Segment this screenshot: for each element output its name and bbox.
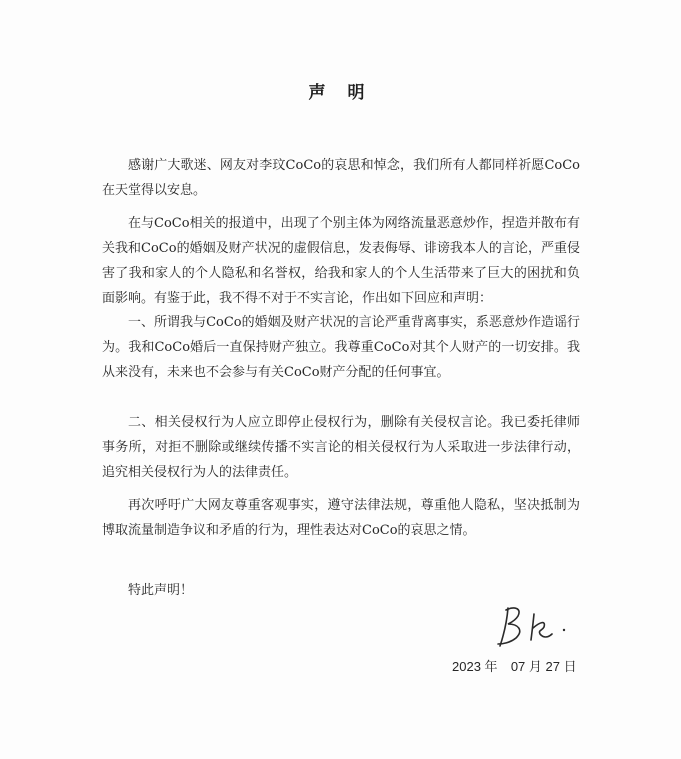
paragraph-gratitude: 感谢广大歌迷、网友对李玟CoCo的哀思和悼念，我们所有人都同样祈愿CoCo在天堂得以安息。: [102, 158, 580, 198]
date-day: 27: [545, 659, 561, 674]
paragraph-closing: 特此声明！: [128, 583, 194, 598]
date-year-unit: 年: [484, 659, 498, 674]
date-day-unit: 日: [563, 659, 577, 674]
handwritten-signature: [488, 600, 578, 652]
paragraph-background: 在与CoCo相关的报道中，出现了个别主体为网络流量恶意炒作，捏造并散布有关我和CoCo的婚姻及财产状况的虚假信息，发表侮辱、诽谤我本人的言论，严重侵害了我和家人的个人隐私和名誉权，给我和家人的个人生活带来了巨大的困扰和负面影响。有鉴于此，我不得不对于不实言论，作出如下回应和声明：: [102, 216, 580, 306]
date-year: 2023: [452, 659, 481, 674]
statement-title: 声 明: [308, 83, 373, 103]
paragraph-point-two: 二、相关侵权行为人应立即停止侵权行为，删除有关侵权言论。我已委托律师事务所，对拒不删除或继续传播不实言论的相关侵权行为人采取进一步法律行动，追究相关侵权行为人的法律责任。: [102, 415, 580, 480]
paragraph-appeal: 再次呼吁广大网友尊重客观事实，遵守法律法规，尊重他人隐私，坚决抵制为博取流量制造争议和矛盾的行为，理性表达对CoCo的哀思之情。: [102, 498, 580, 538]
paragraph-point-one: 一、所谓我与CoCo的婚姻及财产状况的言论严重背离事实，系恶意炒作造谣行为。我和CoCo婚后一直保持财产独立。我尊重CoCo对其个人财产的一切安排。我从来没有，未来也不会参与有关CoCo财产分配的任何事宜。: [102, 315, 580, 380]
date-month-unit: 月: [528, 659, 542, 674]
statement-date: [452, 656, 577, 675]
date-month: 07: [510, 659, 526, 674]
